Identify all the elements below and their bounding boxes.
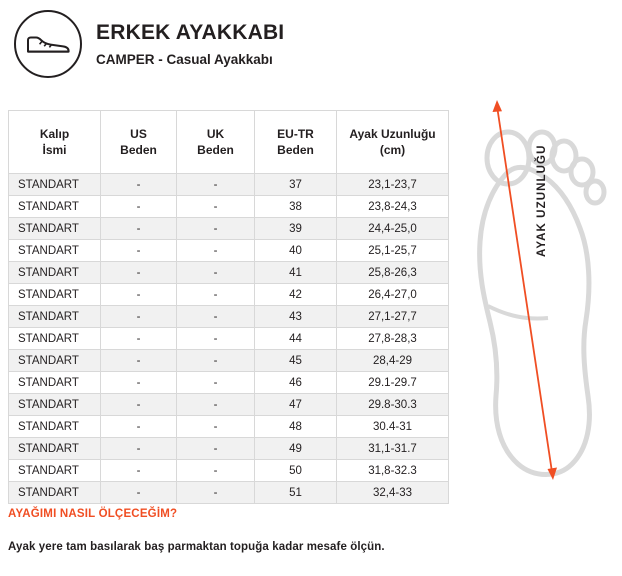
cell-uk-beden: - xyxy=(177,328,255,350)
cell-ayak-uzunlugu: 29.1-29.7 xyxy=(337,372,449,394)
header-text xyxy=(96,21,284,68)
column-header-kalip-ismi xyxy=(9,111,101,174)
table-row xyxy=(9,218,449,240)
cell-us-beden: - xyxy=(101,306,177,328)
column-header-line1: Ayak Uzunluğu xyxy=(349,126,436,141)
column-header-line2: Beden xyxy=(197,143,234,157)
cell-us-beden: - xyxy=(101,416,177,438)
logo-container xyxy=(0,10,96,78)
table-row xyxy=(9,240,449,262)
cell-eu-tr-beden: 46 xyxy=(255,372,337,394)
cell-kalip-ismi: STANDART xyxy=(9,482,101,504)
cell-ayak-uzunlugu: 30.4-31 xyxy=(337,416,449,438)
cell-uk-beden: - xyxy=(177,262,255,284)
cell-kalip-ismi: STANDART xyxy=(9,240,101,262)
cell-eu-tr-beden: 40 xyxy=(255,240,337,262)
column-header-ayak-uzunlugu xyxy=(337,111,449,174)
size-table-container xyxy=(8,110,448,504)
table-row xyxy=(9,372,449,394)
cell-eu-tr-beden: 39 xyxy=(255,218,337,240)
cell-eu-tr-beden: 44 xyxy=(255,328,337,350)
cell-eu-tr-beden: 51 xyxy=(255,482,337,504)
footer-answer: Ayak yere tam basılarak baş parmaktan topuğa kadar mesafe ölçün. xyxy=(8,541,385,553)
cell-kalip-ismi: STANDART xyxy=(9,350,101,372)
cell-uk-beden: - xyxy=(177,174,255,196)
cell-kalip-ismi: STANDART xyxy=(9,218,101,240)
cell-us-beden: - xyxy=(101,262,177,284)
page-title: ERKEK AYAKKABI xyxy=(96,20,285,44)
cell-us-beden: - xyxy=(101,438,177,460)
table-row xyxy=(9,284,449,306)
cell-us-beden: - xyxy=(101,174,177,196)
column-header-line1: US xyxy=(130,126,147,141)
cell-ayak-uzunlugu: 26,4-27,0 xyxy=(337,284,449,306)
cell-uk-beden: - xyxy=(177,218,255,240)
foot-diagram xyxy=(452,92,622,496)
cell-eu-tr-beden: 37 xyxy=(255,174,337,196)
cell-us-beden: - xyxy=(101,284,177,306)
cell-uk-beden: - xyxy=(177,306,255,328)
cell-eu-tr-beden: 47 xyxy=(255,394,337,416)
column-header-line1: Kalıp xyxy=(39,126,70,141)
cell-us-beden: - xyxy=(101,328,177,350)
cell-ayak-uzunlugu: 27,1-27,7 xyxy=(337,306,449,328)
cell-kalip-ismi: STANDART xyxy=(9,372,101,394)
table-row xyxy=(9,196,449,218)
table-row xyxy=(9,416,449,438)
table-row xyxy=(9,438,449,460)
table-row xyxy=(9,174,449,196)
cell-eu-tr-beden: 48 xyxy=(255,416,337,438)
cell-uk-beden: - xyxy=(177,416,255,438)
column-header-line1: UK xyxy=(206,126,225,141)
cell-kalip-ismi: STANDART xyxy=(9,460,101,482)
table-header xyxy=(9,111,449,174)
cell-uk-beden: - xyxy=(177,196,255,218)
cell-eu-tr-beden: 38 xyxy=(255,196,337,218)
column-header-us-beden xyxy=(101,111,177,174)
cell-uk-beden: - xyxy=(177,372,255,394)
cell-kalip-ismi: STANDART xyxy=(9,328,101,350)
cell-kalip-ismi: STANDART xyxy=(9,284,101,306)
cell-uk-beden: - xyxy=(177,460,255,482)
footer-question: AYAĞIMI NASIL ÖLÇECEĞİM? xyxy=(8,508,178,520)
shoe-icon xyxy=(14,10,82,78)
cell-eu-tr-beden: 42 xyxy=(255,284,337,306)
page-header xyxy=(0,0,622,88)
size-table xyxy=(8,110,449,504)
cell-uk-beden: - xyxy=(177,394,255,416)
table-row xyxy=(9,350,449,372)
page-subtitle: CAMPER - Casual Ayakkabı xyxy=(96,51,273,67)
cell-eu-tr-beden: 50 xyxy=(255,460,337,482)
table-row xyxy=(9,262,449,284)
cell-us-beden: - xyxy=(101,350,177,372)
cell-eu-tr-beden: 43 xyxy=(255,306,337,328)
cell-us-beden: - xyxy=(101,394,177,416)
cell-kalip-ismi: STANDART xyxy=(9,262,101,284)
cell-ayak-uzunlugu: 24,4-25,0 xyxy=(337,218,449,240)
cell-us-beden: - xyxy=(101,240,177,262)
measure-label: AYAK UZUNLUĞU xyxy=(536,144,548,257)
cell-ayak-uzunlugu: 27,8-28,3 xyxy=(337,328,449,350)
cell-ayak-uzunlugu: 28,4-29 xyxy=(337,350,449,372)
cell-eu-tr-beden: 41 xyxy=(255,262,337,284)
cell-kalip-ismi: STANDART xyxy=(9,438,101,460)
column-header-line1: EU-TR xyxy=(277,126,314,141)
table-body xyxy=(9,174,449,504)
cell-ayak-uzunlugu: 31,8-32.3 xyxy=(337,460,449,482)
table-row xyxy=(9,394,449,416)
cell-uk-beden: - xyxy=(177,240,255,262)
cell-uk-beden: - xyxy=(177,284,255,306)
cell-us-beden: - xyxy=(101,372,177,394)
cell-kalip-ismi: STANDART xyxy=(9,196,101,218)
column-header-line2: İsmi xyxy=(42,143,67,157)
footer-section xyxy=(8,508,614,553)
column-header-eu-tr-beden xyxy=(255,111,337,174)
table-row xyxy=(9,482,449,504)
cell-kalip-ismi: STANDART xyxy=(9,394,101,416)
cell-us-beden: - xyxy=(101,218,177,240)
table-row xyxy=(9,460,449,482)
table-row xyxy=(9,328,449,350)
cell-us-beden: - xyxy=(101,196,177,218)
cell-ayak-uzunlugu: 25,8-26,3 xyxy=(337,262,449,284)
cell-eu-tr-beden: 49 xyxy=(255,438,337,460)
cell-ayak-uzunlugu: 31,1-31.7 xyxy=(337,438,449,460)
cell-uk-beden: - xyxy=(177,482,255,504)
cell-kalip-ismi: STANDART xyxy=(9,306,101,328)
column-header-line2: Beden xyxy=(120,143,157,157)
table-row xyxy=(9,306,449,328)
cell-kalip-ismi: STANDART xyxy=(9,416,101,438)
cell-ayak-uzunlugu: 23,1-23,7 xyxy=(337,174,449,196)
column-header-line2: Beden xyxy=(277,143,314,157)
cell-uk-beden: - xyxy=(177,350,255,372)
cell-us-beden: - xyxy=(101,460,177,482)
cell-uk-beden: - xyxy=(177,438,255,460)
cell-eu-tr-beden: 45 xyxy=(255,350,337,372)
cell-us-beden: - xyxy=(101,482,177,504)
column-header-line2: (cm) xyxy=(379,143,406,157)
table-header-row xyxy=(9,111,449,174)
cell-ayak-uzunlugu: 23,8-24,3 xyxy=(337,196,449,218)
cell-ayak-uzunlugu: 29.8-30.3 xyxy=(337,394,449,416)
cell-kalip-ismi: STANDART xyxy=(9,174,101,196)
cell-ayak-uzunlugu: 32,4-33 xyxy=(337,482,449,504)
cell-ayak-uzunlugu: 25,1-25,7 xyxy=(337,240,449,262)
column-header-uk-beden xyxy=(177,111,255,174)
